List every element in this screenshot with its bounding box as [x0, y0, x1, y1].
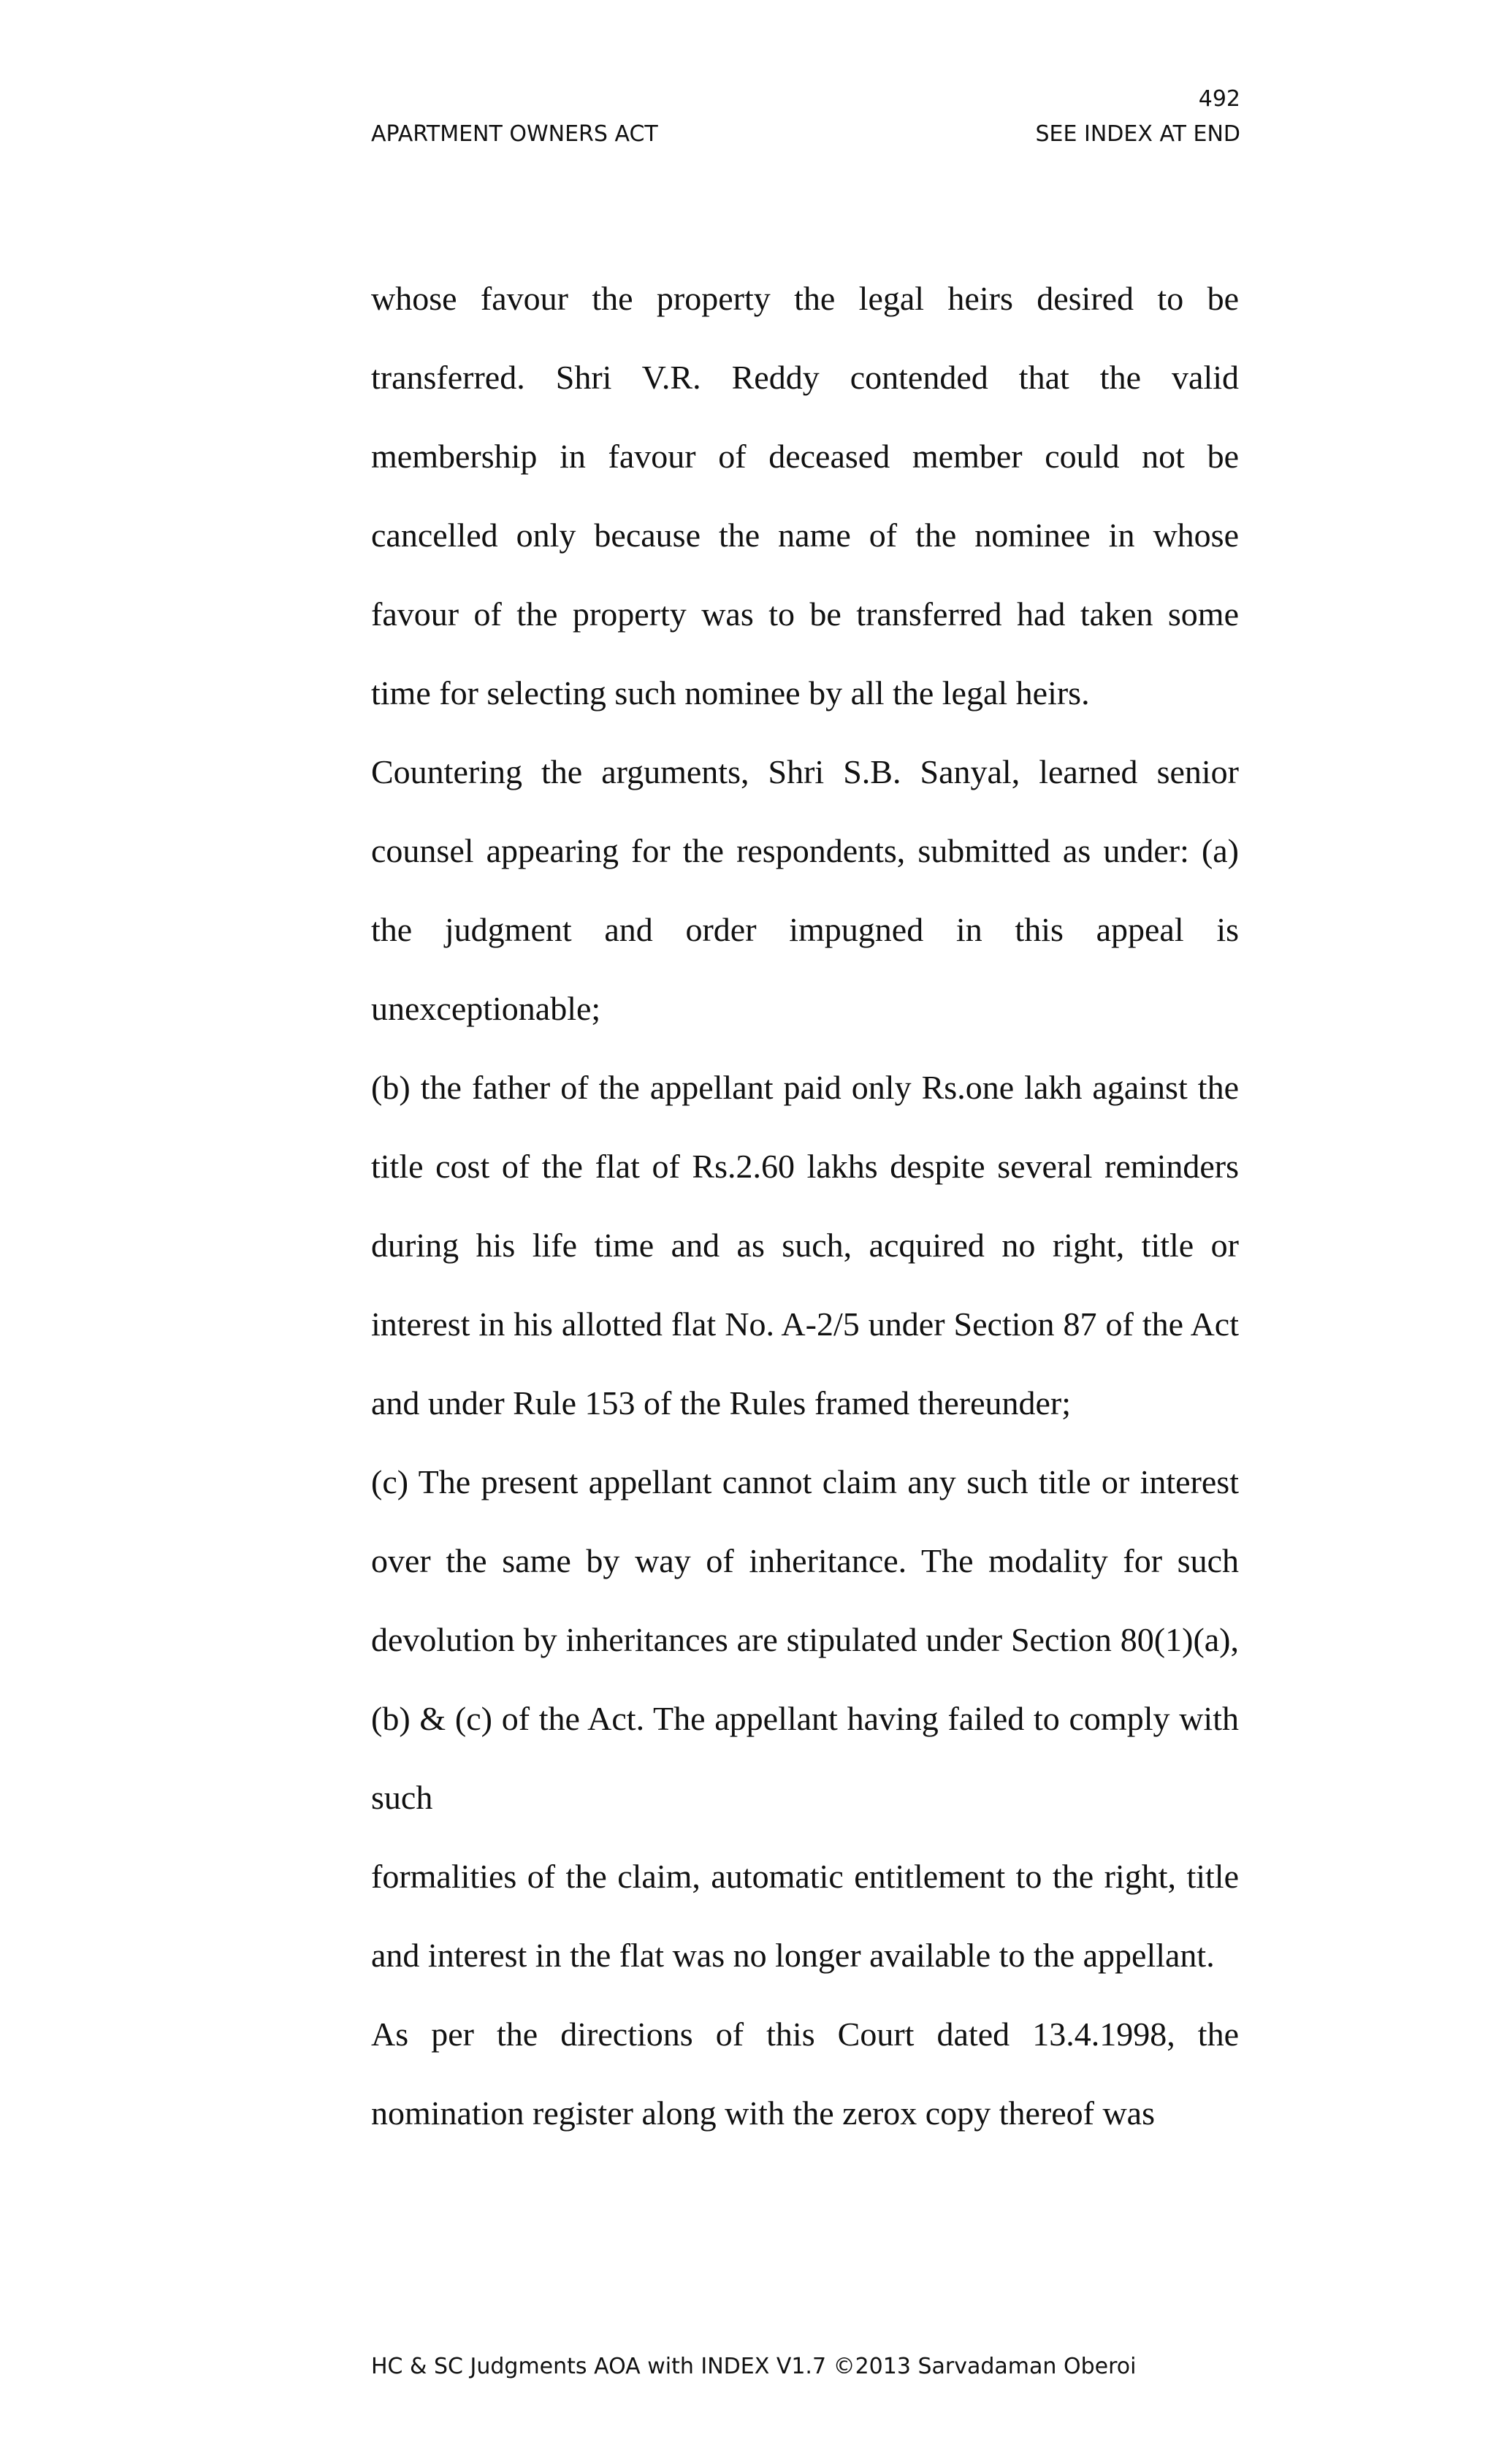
paragraph-3: (b) the father of the appellant paid only Rs.one lakh against the title cost of the flat of Rs.2.60 lakhs despite several reminders during his life time and as such, acquired no right, title or interest in his allotted flat No. A-2/5 under Section 87 of the Act and under Rule 153 of the Rules framed thereunder;	[371, 1069, 1239, 1422]
page-footer: HC & SC Judgments AOA with INDEX V1.7 ©2013 Sarvadaman Oberoi	[371, 2354, 1137, 2379]
running-header-title: APARTMENT OWNERS ACT	[371, 121, 658, 147]
running-header-index-note: SEE INDEX AT END	[1035, 121, 1240, 147]
body-text	[371, 259, 1239, 2153]
page-number: 492	[1198, 86, 1240, 112]
paragraph-2: Countering the arguments, Shri S.B. Sanyal, learned senior counsel appearing for the respondents, submitted as under: (a) the judgment and order impugned in this appeal is unexceptionable;	[371, 753, 1239, 1027]
paragraph-5: formalities of the claim, automatic entitlement to the right, title and interest in the flat was no longer available to the appellant.	[371, 1858, 1239, 1974]
paragraph-6: As per the directions of this Court dated 13.4.1998, the nomination register along with the zerox copy thereof was	[371, 2015, 1239, 2132]
paragraph-1: whose favour the property the legal heirs desired to be transferred. Shri V.R. Reddy contended that the valid membership in favour of deceased member could not be cancelled only because the name of the nominee in whose favour of the property was to be transferred had taken some time for selecting such nominee by all the legal heirs.	[371, 280, 1239, 712]
paragraph-4: (c) The present appellant cannot claim any such title or interest over the same by way of inheritance. The modality for such devolution by inheritances are stipulated under Section 80(1)(a),(b) & (c) of the Act. The appellant having failed to comply with such	[371, 1463, 1239, 1816]
